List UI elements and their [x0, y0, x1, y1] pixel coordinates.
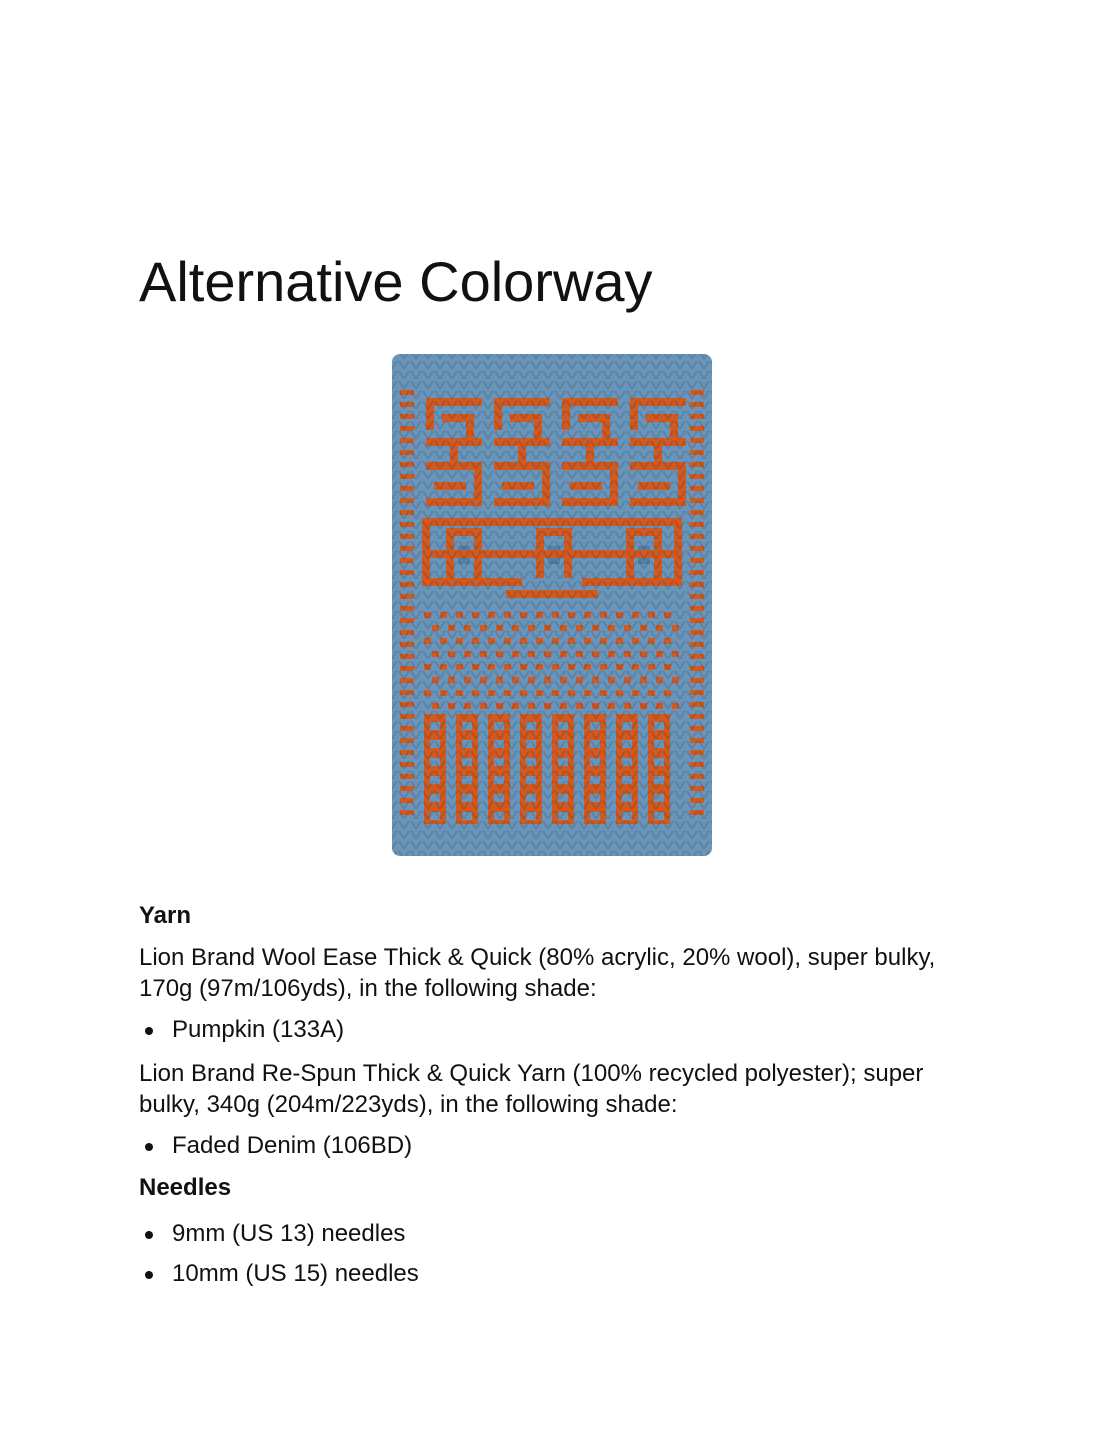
list-item [139, 1010, 979, 1050]
bullet-icon [145, 1231, 153, 1239]
bullet-icon [145, 1271, 153, 1279]
shade-name: Pumpkin (133A) [172, 1016, 345, 1043]
needle-item: 9mm (US 13) needles [172, 1220, 406, 1247]
swatch-texture [392, 354, 712, 856]
shade-list-2 [139, 1126, 979, 1166]
needles-list [139, 1214, 979, 1294]
knitted-swatch-image [386, 350, 718, 862]
needle-item: 10mm (US 15) needles [172, 1260, 419, 1287]
needles-heading: Needles [139, 1174, 232, 1201]
yarn-heading: Yarn [139, 902, 192, 929]
shade-name: Faded Denim (106BD) [172, 1132, 413, 1159]
page-title: Alternative Colorway [139, 250, 653, 313]
shade-list-1 [139, 1010, 979, 1050]
list-item [139, 1254, 979, 1294]
yarn-description-2: Lion Brand Re-Spun Thick & Quick Yarn (100% recycled polyester); super bulky, 340g (204m/223yds), in the following shade: [139, 1060, 924, 1118]
swatch-graphic [386, 350, 718, 862]
list-item [139, 1214, 979, 1254]
bullet-icon [145, 1143, 153, 1151]
list-item [139, 1126, 979, 1166]
bullet-icon [145, 1027, 153, 1035]
yarn-description-1: Lion Brand Wool Ease Thick & Quick (80% acrylic, 20% wool), super bulky, 170g (97m/106yds), in the following shade: [139, 944, 936, 1002]
materials-section [139, 900, 979, 1302]
